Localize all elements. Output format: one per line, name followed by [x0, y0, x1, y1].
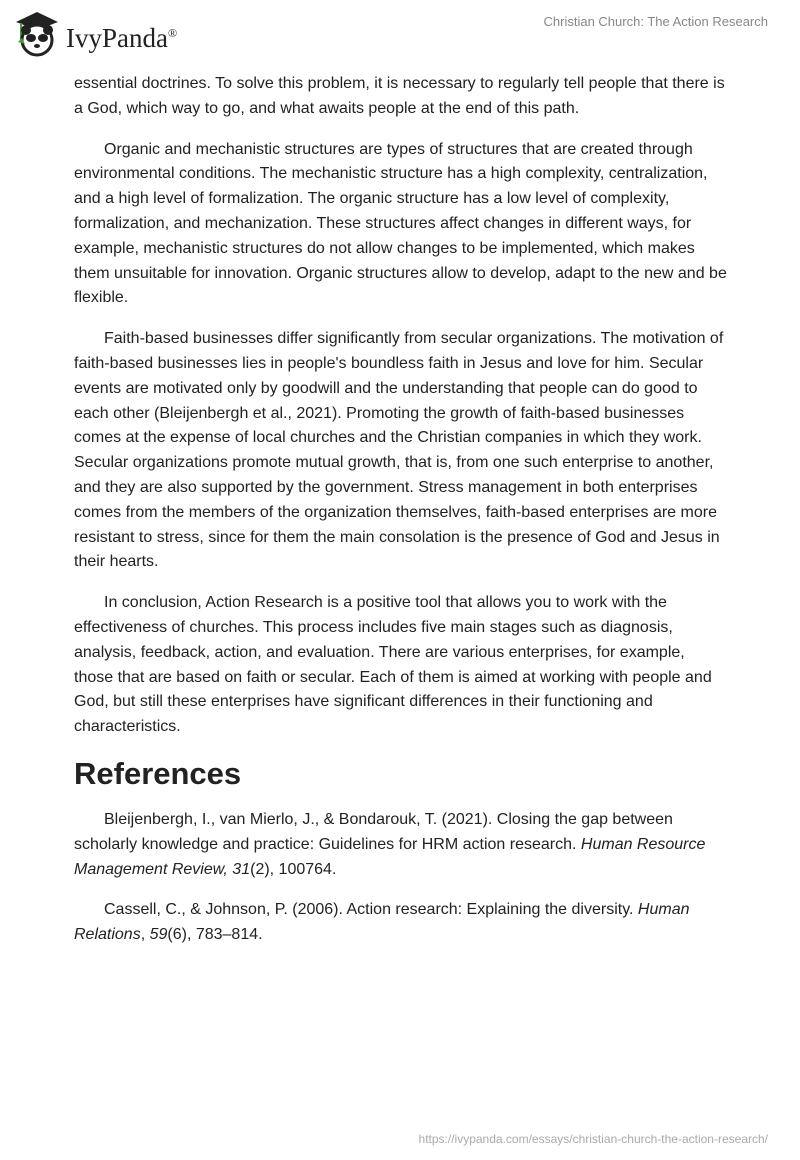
paragraph: essential doctrines. To solve this problem, it is necessary to regularly tell people that there is a God, which way to go, and what awaits people at the end of this path. [74, 75, 725, 117]
reference-item: Cassell, C., & Johnson, P. (2006). Action research: Explaining the diversity. Human Relations, 59(6), 783–814. [74, 901, 690, 944]
panda-graduate-icon [12, 8, 62, 58]
ivypanda-logo[interactable] [12, 8, 177, 58]
logo-text: IvyPanda® [66, 22, 178, 53]
page-url[interactable]: https://ivypanda.com/essays/christian-church-the-action-research/ [418, 1132, 768, 1146]
references-heading: References [74, 755, 242, 791]
paragraph: In conclusion, Action Research is a positive tool that allows you to work with the effectiveness of churches. This process includes five main stages such as diagnosis, analysis, feedback, action, and evaluation. There are various enterprises, for example, those that are based on faith or secular. Each of them is aimed at working with people and God, but still these enterprises have significant differences in their functioning and characteristics. [74, 594, 712, 736]
reference-item: Bleijenbergh, I., van Mierlo, J., & Bondarouk, T. (2021). Closing the gap between scholarly knowledge and practice: Guidelines for HRM action research. Human Resource Management Review, 31(2), 100764. [74, 810, 706, 878]
document-title: Christian Church: The Action Research [543, 14, 768, 29]
page-header [0, 0, 800, 70]
paragraph: Faith-based businesses differ significantly from secular organizations. The motivation of faith-based businesses lies in people's boundless faith in Jesus and love for him. Secular events are motivated only by goodwill and the understanding that people can do good to each other (Bleijenbergh et al., 2021). Promoting the growth of faith-based businesses comes at the expense of local churches and the Christian companies in which they work. Secular organizations promote mutual growth, that is, from one such enterprise to another, and they are also supported by the government. Stress management in both enterprises comes from the members of the organization themselves, faith-based enterprises are more resistant to stress, since for them the main consolation is the presence of God and Jesus in their hearts. [74, 330, 724, 571]
essay-content [74, 72, 728, 964]
paragraph: Organic and mechanistic structures are types of structures that are created through environmental conditions. The mechanistic structure has a high complexity, centralization, and a high level of formalization. The organic structure has a low level of complexity, formalization, and mechanization. These structures affect changes in different ways, for example, mechanistic structures do not allow changes to be implemented, which makes them unsuitable for innovation. Organic structures allow to develop, adapt to the new and be flexible. [74, 140, 727, 307]
